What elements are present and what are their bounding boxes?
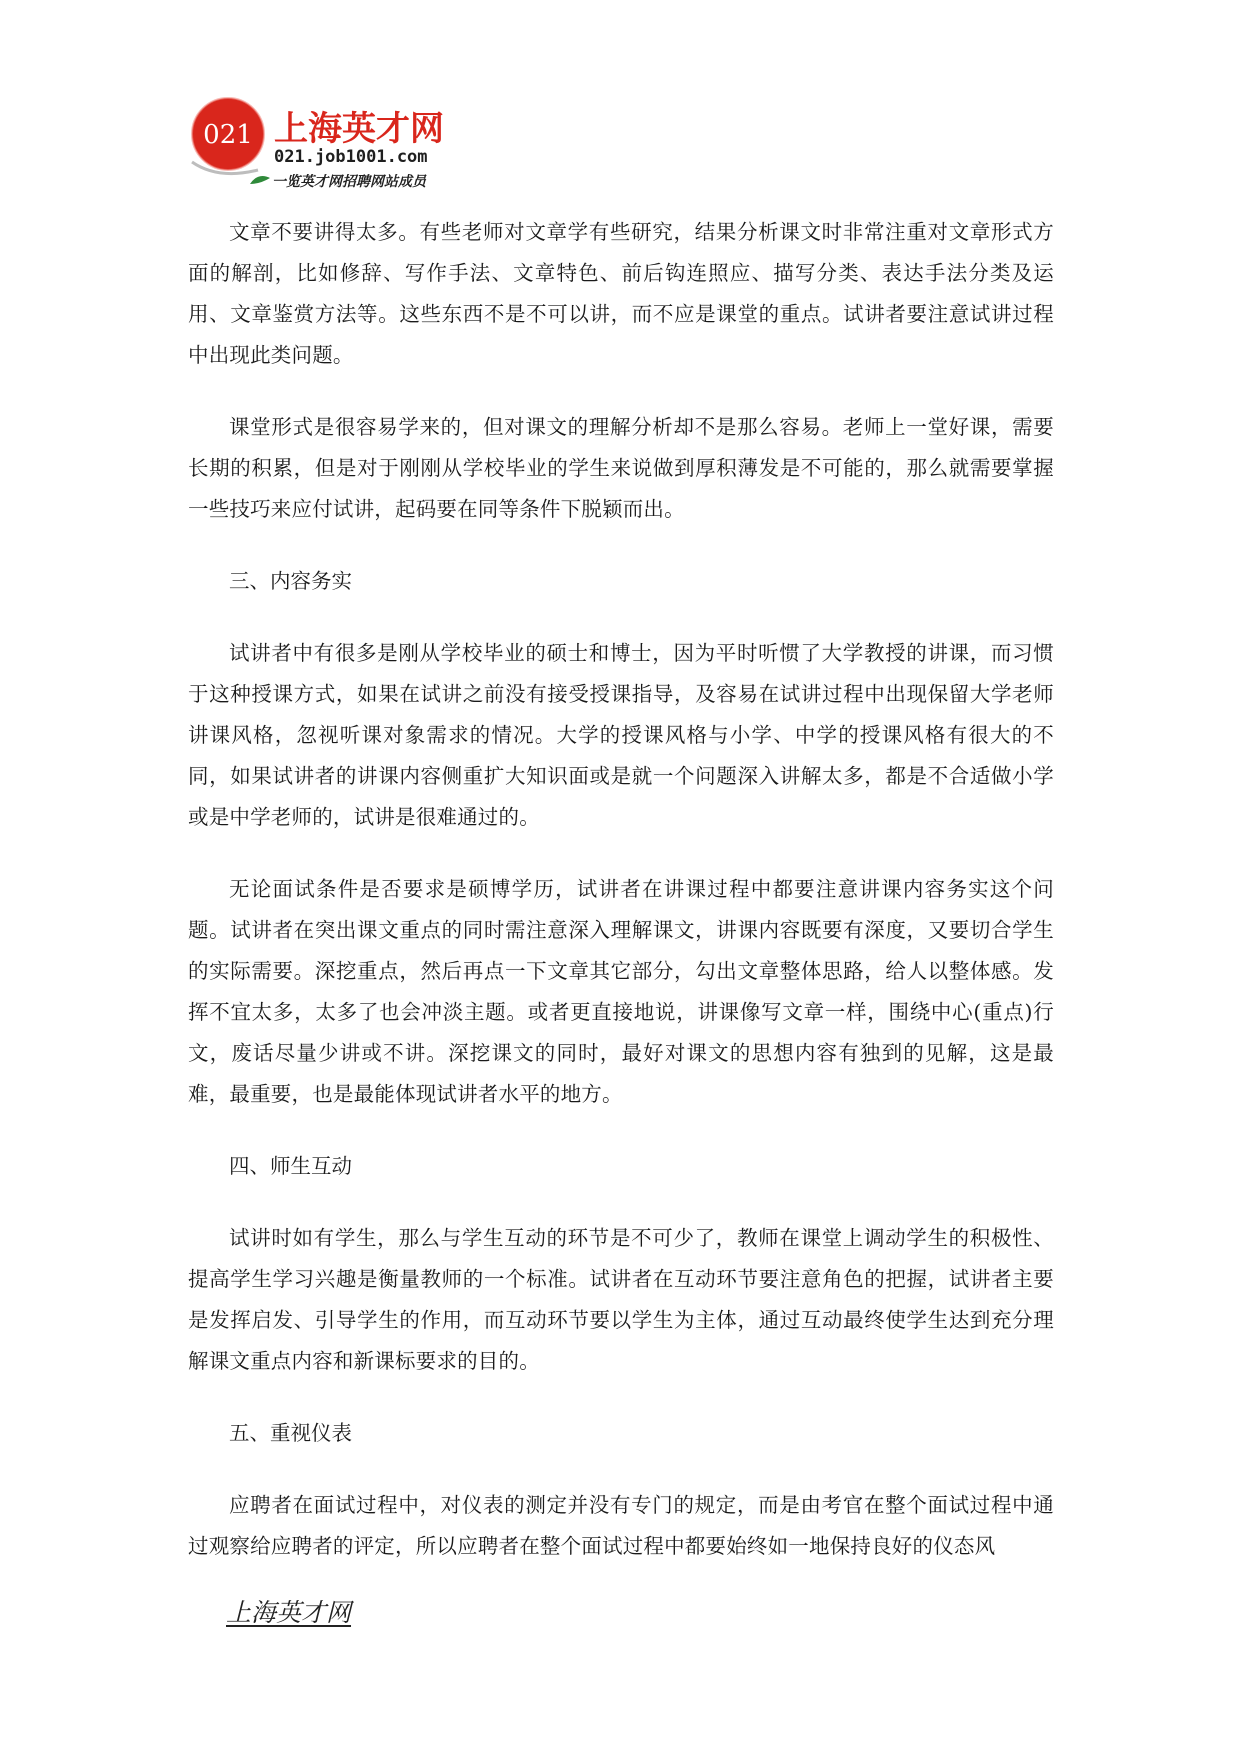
paragraph-2: 课堂形式是很容易学来的，但对课文的理解分析却不是那么容易。老师上一堂好课，需要长期的积累，但是对于刚刚从学校毕业的学生来说做到厚积薄发是不可能的，那么就需要掌握一些技巧来应付试讲，起码要在同等条件下脱颖而出。 — [188, 415, 1054, 521]
logo-badge-text: 021 — [203, 120, 253, 150]
leaf-icon — [250, 176, 270, 184]
site-logo — [188, 92, 508, 202]
paragraph-5: 试讲时如有学生，那么与学生互动的环节是不可少了，教师在课堂上调动学生的积极性、提高学生学习兴趣是衡量教师的一个标准。试讲者在互动环节要注意角色的把握，试讲者主要是发挥启发、引导学生的作用，而互动环节要以学生为主体，通过互动最终使学生达到充分理解课文重点内容和新课标要求的目的。 — [188, 1226, 1054, 1373]
logo-tagline: 一览英才网招聘网站成员 — [272, 174, 426, 190]
footer-site-link[interactable]: 上海英才网 — [226, 1598, 352, 1627]
section-heading-5: 五、重视仪表 — [229, 1421, 352, 1445]
logo-url: 021.job1001.com — [274, 147, 428, 167]
paragraph-6: 应聘者在面试过程中，对仪表的测定并没有专门的规定，而是由考官在整个面试过程中通过观察给应聘者的评定，所以应聘者在整个面试过程中都要始终如一地保持良好的仪态风 — [188, 1493, 1054, 1558]
section-heading-4: 四、师生互动 — [229, 1154, 352, 1178]
paragraph-1: 文章不要讲得太多。有些老师对文章学有些研究，结果分析课文时非常注重对文章形式方面的解剖，比如修辞、写作手法、文章特色、前后钩连照应、描写分类、表达手法分类及运用、文章鉴赏方法等。这些东西不是不可以讲，而不应是课堂的重点。试讲者要注意试讲过程中出现此类问题。 — [188, 220, 1054, 367]
article-body — [188, 212, 1054, 1567]
logo-site-name: 上海英才网 — [274, 109, 444, 149]
section-heading-3: 三、内容务实 — [229, 569, 352, 593]
logo-graphic — [188, 92, 508, 202]
paragraph-4: 无论面试条件是否要求是硕博学历，试讲者在讲课过程中都要注意讲课内容务实这个问题。试讲者在突出课文重点的同时需注意深入理解课文，讲课内容既要有深度，又要切合学生的实际需要。深挖重点，然后再点一下文章其它部分，勾出文章整体思路，给人以整体感。发挥不宜太多，太多了也会冲淡主题。或者更直接地说，讲课像写文章一样，围绕中心(重点)行文，废话尽量少讲或不讲。深挖课文的同时，最好对课文的思想内容有独到的见解，这是最难，最重要，也是最能体现试讲者水平的地方。 — [188, 877, 1054, 1106]
paragraph-3: 试讲者中有很多是刚从学校毕业的硕士和博士，因为平时听惯了大学教授的讲课，而习惯于这种授课方式，如果在试讲之前没有接受授课指导，及容易在试讲过程中出现保留大学老师讲课风格，忽视听课对象需求的情况。大学的授课风格与小学、中学的授课风格有很大的不同，如果试讲者的讲课内容侧重扩大知识面或是就一个问题深入讲解太多，都是不合适做小学或是中学老师的，试讲是很难通过的。 — [188, 641, 1054, 829]
